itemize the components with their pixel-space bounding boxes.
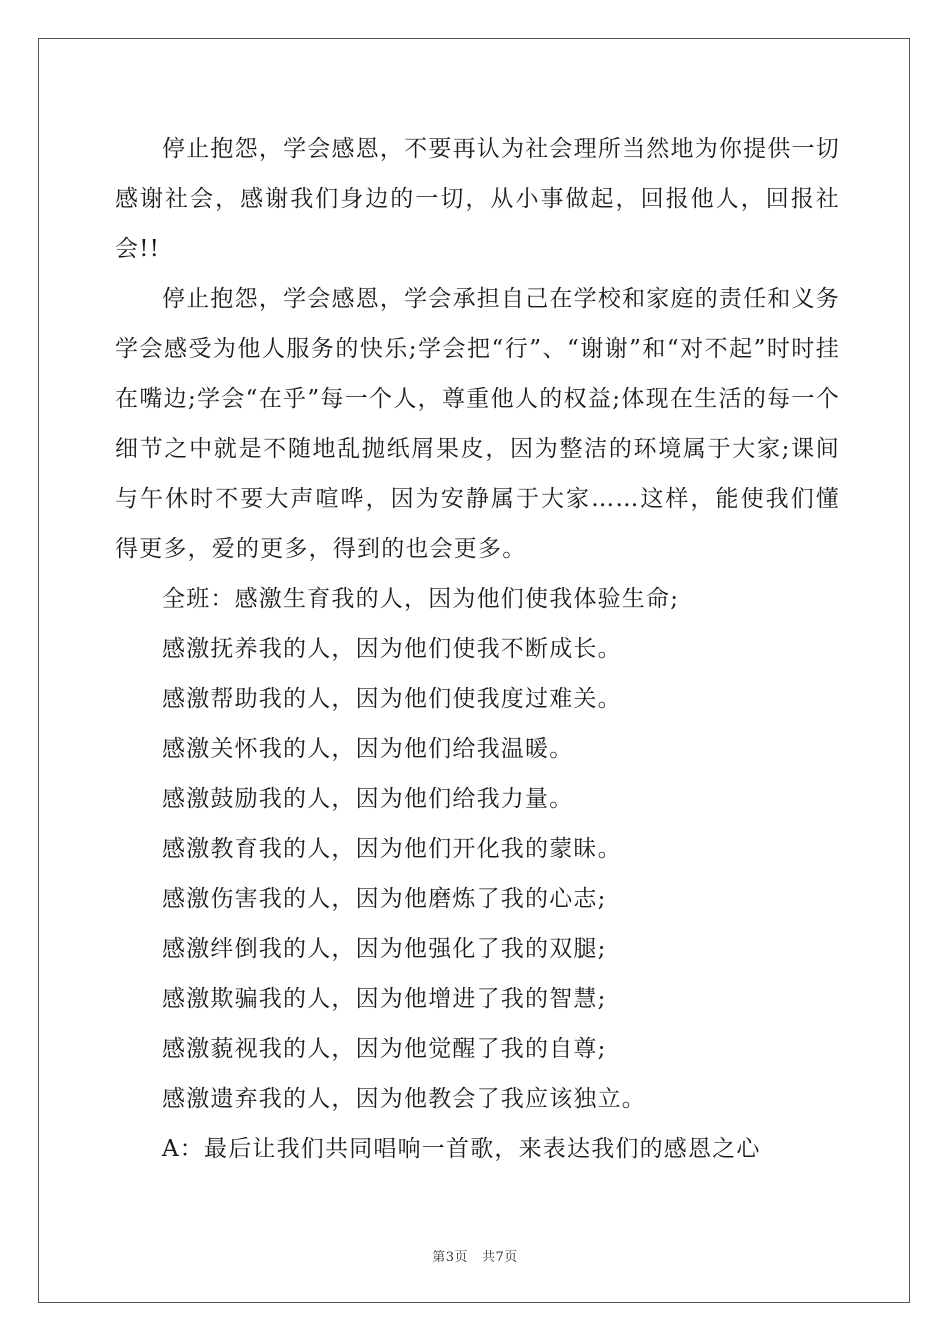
paragraph-thanks-caring: 感激关怀我的人，因为他们给我温暖。 [162, 736, 574, 762]
page-number: 第3页 [432, 1250, 468, 1265]
paragraph-thanks-educating: 感激教育我的人，因为他们开化我的蒙昧。 [162, 836, 622, 862]
paragraph-thanks-abandoning: 感激遗弃我的人，因为他教会了我应该独立。 [162, 1086, 646, 1112]
paragraph-class-thanks-birth: 全班：感激生育我的人，因为他们使我体验生命; [162, 586, 680, 612]
paragraph-thanks-encouraging: 感激鼓励我的人，因为他们给我力量。 [162, 786, 574, 812]
paragraph-thanks-raising: 感激抚养我的人，因为他们使我不断成长。 [162, 636, 622, 662]
paragraph-thanks-helping: 感激帮助我的人，因为他们使我度过难关。 [162, 686, 622, 712]
document-body [115, 124, 840, 1174]
paragraph-closing-song: A：最后让我们共同唱响一首歌，来表达我们的感恩之心 [162, 1136, 761, 1162]
paragraph-thanks-tripping: 感激绊倒我的人，因为他强化了我的双腿; [162, 936, 607, 962]
paragraph-thanks-hurting: 感激伤害我的人，因为他磨炼了我的心志; [162, 886, 607, 912]
paragraph-thanks-despising: 感激藐视我的人，因为他觉醒了我的自尊; [162, 1036, 607, 1062]
paragraph-stop-complaining-2: 停止抱怨，学会感恩，学会承担自己在学校和家庭的责任和义务学会感受为他人服务的快乐;学会把“行”、“谢谢”和“对不起”时时挂在嘴边;学会“在乎”每一个人，尊重他人的权益;体现在生活的每一个细节之中就是不随地乱抛纸屑果皮，因为整洁的环境属于大家;课间与午休时不要大声喧哗，因为安静属于大家……这样，能使我们懂得更多，爱的更多，得到的也会更多。 [115, 286, 840, 562]
paragraph-thanks-deceiving: 感激欺骗我的人，因为他增进了我的智慧; [162, 986, 607, 1012]
page-footer [0, 1246, 950, 1265]
page-total: 共7页 [482, 1250, 518, 1265]
paragraph-stop-complaining-1: 停止抱怨，学会感恩，不要再认为社会理所当然地为你提供一切感谢社会，感谢我们身边的一切，从小事做起，回报他人，回报社会!! [115, 136, 840, 262]
